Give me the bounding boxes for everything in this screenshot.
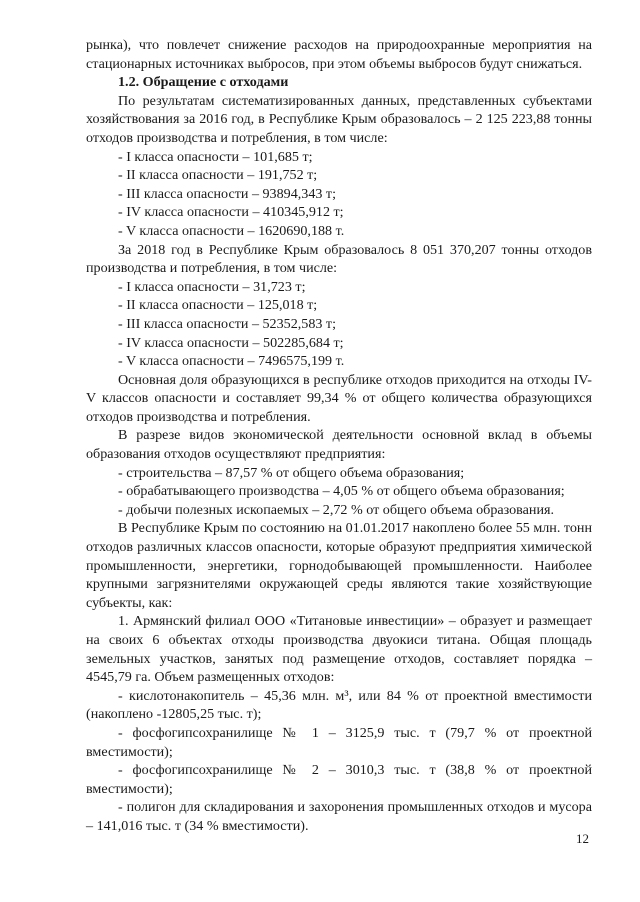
list-item: - V класса опасности – 7496575,199 т.	[118, 353, 345, 370]
section-heading: 1.2. Обращение с отходами	[118, 74, 289, 91]
paragraph-share: Основная доля образующихся в республике отходов приходится на отходы IV-V классов опасности и составляет 99,34 % от общего количества образующихся отходов производства и потребления.	[86, 371, 592, 425]
list-item: - фосфогипсохранилище № 2 – 3010,3 тыс. т (38,8 % от проектной вместимости);	[86, 762, 592, 797]
list-item: - полигон для складирования и захоронения промышленных отходов и мусора – 141,016 тыс. т (34 % вместимости).	[86, 799, 592, 834]
paragraph-sectors: В разрезе видов экономической деятельности основной вклад в объемы образования отходов осуществляют предприятия:	[86, 427, 592, 463]
paragraph-intro: рынка), что повлечет снижение расходов на природоохранные мероприятия на стационарных источниках выбросов, при этом объемы выбросов будут снижаться.	[86, 37, 592, 72]
list-item: - III класса опасности – 52352,583 т;	[118, 315, 337, 332]
list-item: - V класса опасности – 1620690,188 т.	[118, 222, 345, 239]
list-item: - IV класса опасности – 410345,912 т;	[118, 204, 344, 221]
paragraph-armyansk: 1. Армянский филиал ООО «Титановые инвестиции» – образует и размещает на своих 6 объектах отходы производства двуокиси титана. Общая площадь земельных участков, занятых под размещение отходов, составляет порядка – 4545,79 га. Объем размещенных отходов:	[86, 613, 592, 686]
paragraph-accumulated: В Республике Крым по состоянию на 01.01.2017 накоплено более 55 млн. тонн отходов различных классов опасности, которые образуют предприятия химической промышленности, энергетики, горнодобывающей промышленности. Наиболее крупными загрязнителями окружающей среды являются такие хозяйствующие субъекты, как:	[86, 520, 592, 611]
list-item: - II класса опасности – 191,752 т;	[118, 167, 318, 184]
list-item: - обрабатывающего производства – 4,05 % от общего объема образования;	[118, 483, 565, 500]
list-item: - добычи полезных ископаемых – 2,72 % от общего объема образования.	[118, 501, 554, 518]
page-number: 12	[576, 831, 589, 846]
list-item: - фосфогипсохранилище № 1 – 3125,9 тыс. т (79,7 % от проектной вместимости);	[86, 724, 592, 760]
paragraph-2018: За 2018 год в Республике Крым образовалось 8 051 370,207 тонны отходов производства и потребления, в том числе:	[86, 241, 592, 277]
list-item: - III класса опасности – 93894,343 т;	[118, 185, 337, 202]
list-item: - строительства – 87,57 % от общего объема образования;	[118, 464, 465, 481]
list-item: - I класса опасности – 31,723 т;	[118, 278, 306, 295]
list-item: - I класса опасности – 101,685 т;	[118, 148, 313, 165]
document-page	[86, 36, 592, 836]
paragraph-2016: По результатам систематизированных данных, представленных субъектами хозяйствования за 2016 год, в Республике Крым образовалось – 2 125 223,88 тонны отходов производства и потребления, в том числе:	[86, 92, 592, 146]
list-item: - кислотонакопитель – 45,36 млн. м³, или 84 % от проектной вместимости (накоплено -12805,25 тыс. т);	[86, 687, 592, 723]
list-item: - IV класса опасности – 502285,684 т;	[118, 334, 344, 351]
list-item: - II класса опасности – 125,018 т;	[118, 297, 318, 314]
